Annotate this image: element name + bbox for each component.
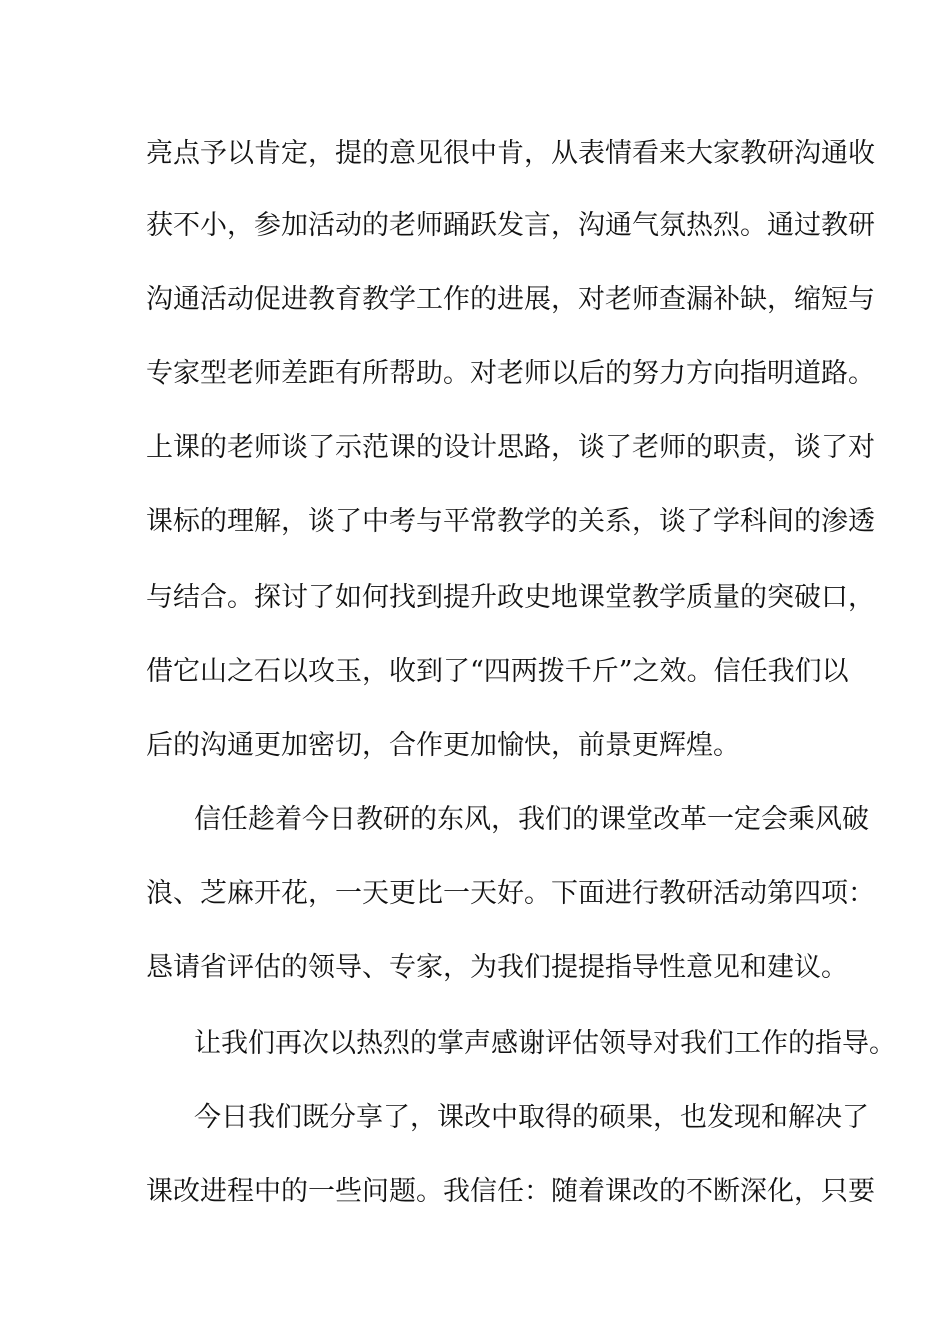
text-line: 浪、芝麻开花，一天更比一天好。下面进行教研活动第四项： — [146, 878, 875, 909]
paragraph-first-line: 今日我们既分享了，课改中取得的硕果，也发现和解决了 — [194, 1102, 869, 1133]
paragraph-first-line: 信任趁着今日教研的东风，我们的课堂改革一定会乘风破 — [194, 804, 869, 835]
text-line: 后的沟通更加密切，合作更加愉快，前景更辉煌。 — [146, 730, 740, 761]
text-line: 获不小，参加活动的老师踊跃发言，沟通气氛热烈。通过教研 — [146, 210, 875, 241]
paragraph-first-line: 让我们再次以热烈的掌声感谢评估领导对我们工作的指导。 — [194, 1028, 896, 1059]
text-line: 沟通活动促进教育教学工作的进展，对老师查漏补缺，缩短与 — [146, 284, 875, 315]
text-line: 课改进程中的一些问题。我信任：随着课改的不断深化，只要 — [146, 1176, 875, 1207]
text-line: 课标的理解，谈了中考与平常教学的关系，谈了学科间的渗透 — [146, 506, 875, 537]
text-line: 恳请省评估的领导、专家，为我们提提指导性意见和建议。 — [146, 952, 848, 983]
text-line: 上课的老师谈了示范课的设计思路，谈了老师的职责，谈了对 — [146, 432, 875, 463]
text-line: 借它山之石以攻玉，收到了“四两拨千斤”之效。信任我们以 — [146, 656, 849, 687]
text-line: 亮点予以肯定，提的意见很中肯，从表情看来大家教研沟通收 — [146, 138, 875, 169]
text-line: 与结合。探讨了如何找到提升政史地课堂教学质量的突破口， — [146, 582, 875, 613]
text-line: 专家型老师差距有所帮助。对老师以后的努力方向指明道路。 — [146, 358, 875, 389]
